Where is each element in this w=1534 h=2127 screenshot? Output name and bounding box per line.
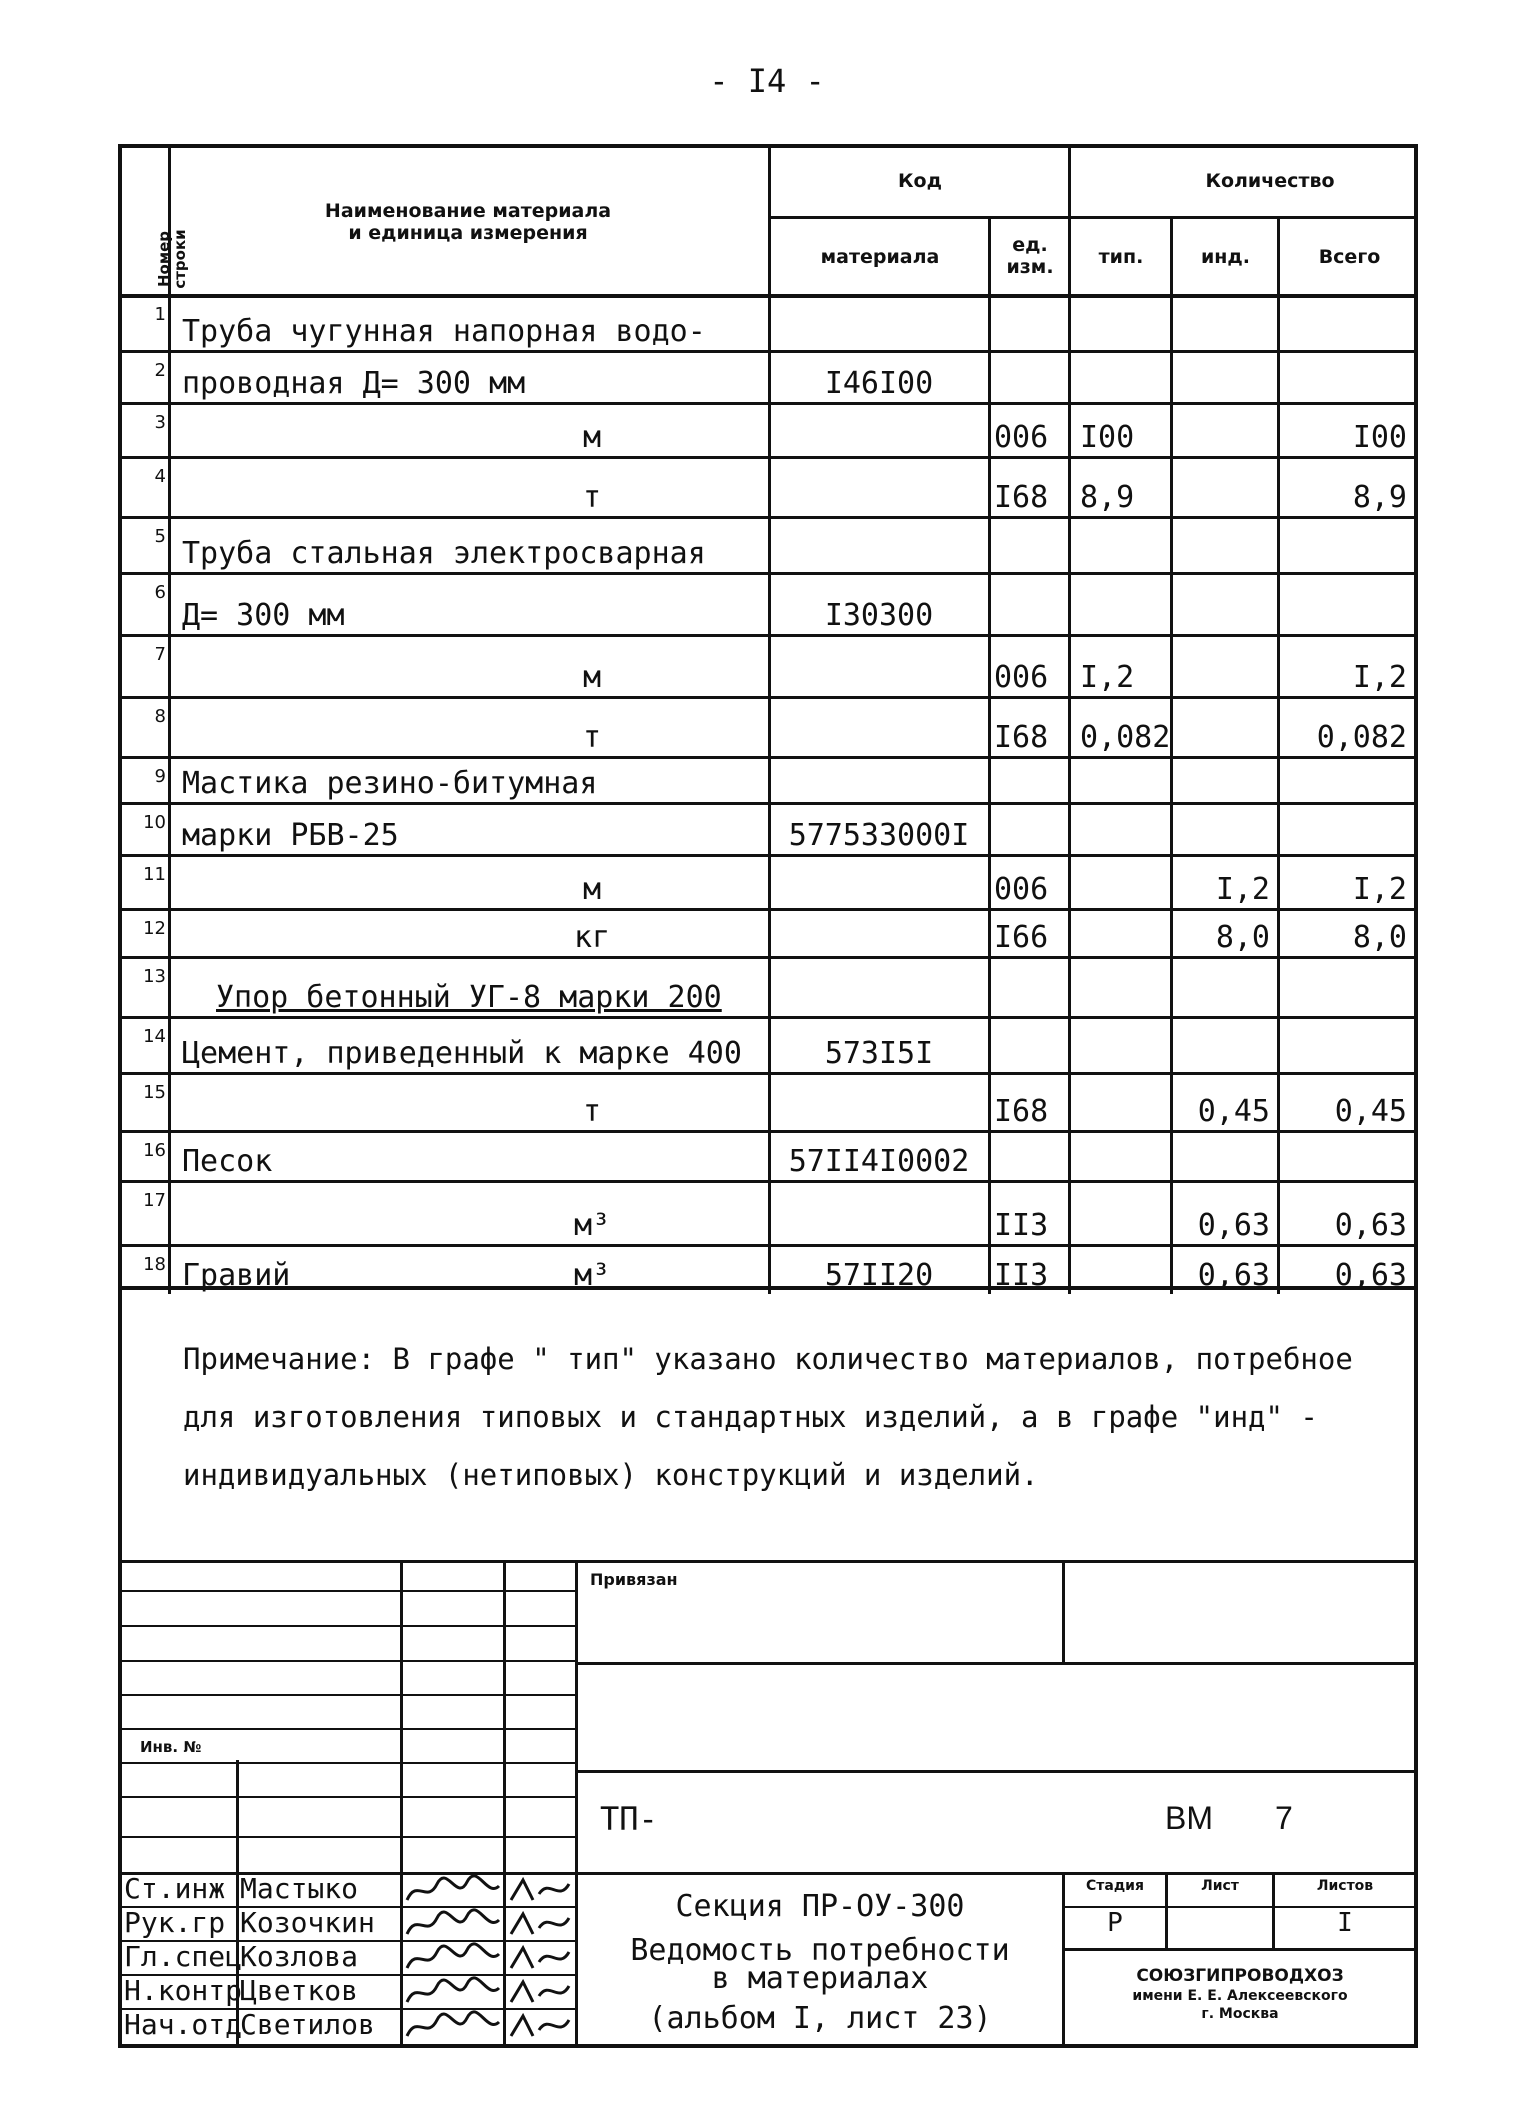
row-number: 1: [154, 304, 166, 325]
table-row: [122, 294, 1418, 350]
stage-value: Р: [1107, 1908, 1123, 1938]
privyazan-label: Привязан: [590, 1570, 678, 1589]
table-row: [122, 572, 1418, 634]
table-row: [122, 456, 1418, 516]
tb-line: [1062, 1948, 1418, 1951]
header-row-number: Номер строки: [155, 229, 189, 289]
material-name: Гравий: [182, 1258, 291, 1293]
material-code: I30300: [824, 598, 934, 633]
unit-code: I68: [994, 720, 1049, 755]
materials-table: [118, 144, 1418, 1293]
table-row: [122, 1016, 1418, 1072]
tb-line: [118, 1796, 575, 1798]
page-number: - I4 -: [709, 62, 825, 100]
tb-line: [118, 1660, 575, 1662]
table-row: [122, 802, 1418, 854]
header-code-unit: ед. изм.: [1006, 234, 1054, 278]
material-name: марки РБВ-25: [182, 818, 399, 853]
row-number: 8: [154, 706, 166, 727]
table-row: [122, 908, 1418, 956]
row-number: 2: [154, 360, 166, 381]
tb-line: [1062, 1560, 1065, 1662]
unit-code: II3: [994, 1258, 1049, 1293]
header-code-material: материала: [820, 246, 940, 268]
table-row: [122, 756, 1418, 802]
title-line-4: (альбом I, лист 23): [648, 2001, 992, 2036]
signer-name: Козочкин: [240, 1906, 375, 1939]
sheet-mark-number: 7: [1275, 1800, 1293, 1836]
frame-right: [1414, 1286, 1418, 1566]
row-number: 15: [143, 1082, 166, 1103]
row-number: 13: [143, 966, 166, 987]
tb-line: [575, 1872, 1418, 1875]
qty-total: 8,0: [1352, 920, 1407, 955]
table-row: [122, 516, 1418, 572]
unit-name: м: [582, 420, 602, 455]
unit-name: т: [582, 720, 602, 755]
sheet-label: Лист: [1201, 1878, 1239, 1894]
qty-ind: 8,0: [1215, 920, 1270, 955]
row-number: 11: [143, 864, 166, 885]
unit-name: м³: [573, 1208, 611, 1243]
qty-typ: 0,082: [1080, 720, 1171, 755]
sheets-value: I: [1337, 1908, 1353, 1938]
signer-role: Гл.спец: [124, 1940, 243, 1973]
qty-ind: I,2: [1215, 872, 1270, 907]
tb-line: [118, 1762, 575, 1764]
title-line-1: Секция ПР-ОУ-300: [675, 1889, 965, 1924]
row-number: 4: [154, 466, 166, 487]
table-row: [122, 956, 1418, 1016]
organization-city: г. Москва: [1201, 2006, 1279, 2022]
row-number: 3: [154, 412, 166, 433]
tb-line: [118, 1590, 575, 1592]
signer-role: Н.контр: [124, 1974, 243, 2007]
signature-scribble: [403, 1874, 573, 1908]
organization-name: СОЮЗГИПРОВОДХОЗ: [1136, 1966, 1344, 1986]
signer-role: Нач.отд: [124, 2008, 243, 2041]
signer-role: Ст.инж: [124, 1872, 226, 1905]
unit-code: II3: [994, 1208, 1049, 1243]
table-row: [122, 1244, 1418, 1294]
material-name: Труба стальная электросварная: [182, 536, 706, 571]
signature-scribble: [403, 1976, 573, 2010]
qty-total: I,2: [1352, 660, 1407, 695]
inventory-number-label: Инв. №: [140, 1738, 202, 1756]
table-row: [122, 1130, 1418, 1180]
qty-typ: I,2: [1080, 660, 1135, 695]
organization-subtitle: имени Е. Е. Алексеевского: [1132, 1988, 1348, 2004]
row-number: 10: [143, 812, 166, 833]
qty-ind: 0,63: [1197, 1258, 1270, 1293]
qty-total: 0,63: [1334, 1208, 1407, 1243]
qty-total: 0,082: [1316, 720, 1407, 755]
header-qty-ind: инд.: [1200, 246, 1250, 268]
sheet-mark: ВМ: [1165, 1800, 1213, 1836]
header-name: Наименование материала и единица измерения: [324, 200, 612, 244]
signature-scribble: [403, 1942, 573, 1976]
row-number: 18: [143, 1254, 166, 1275]
table-row: [122, 634, 1418, 696]
material-code: 573I5I: [824, 1036, 934, 1071]
qty-total: 8,9: [1352, 480, 1407, 515]
unit-name: т: [582, 1094, 602, 1129]
document-code: ТП-: [600, 1800, 658, 1838]
table-row: [122, 1180, 1418, 1244]
frame-left: [118, 1286, 122, 1566]
unit-code: 006: [994, 872, 1049, 907]
row-number: 7: [154, 644, 166, 665]
material-name: Д= 300 мм: [182, 598, 345, 633]
signature-scribble: [403, 2010, 573, 2044]
row-number: 17: [143, 1190, 166, 1211]
header-qty-total: Всего: [1318, 246, 1381, 268]
signer-name: Мастыко: [240, 1872, 359, 1905]
unit-name: м: [582, 872, 602, 907]
qty-total: I00: [1352, 420, 1407, 455]
header-code: Код: [898, 170, 942, 192]
material-code: 57II4I0002: [788, 1144, 970, 1179]
unit-code: 006: [994, 660, 1049, 695]
title-line-2: Ведомость потребности: [630, 1933, 1010, 1968]
row-number: 12: [143, 918, 166, 939]
material-code: 577533000I: [788, 818, 970, 853]
material-name: Мастика резино-битумная: [182, 766, 598, 801]
row-number: 6: [154, 582, 166, 603]
header-quantity: Количество: [1205, 170, 1335, 192]
row-number: 16: [143, 1140, 166, 1161]
material-name: проводная Д= 300 мм: [182, 366, 526, 401]
table-row: [122, 854, 1418, 908]
tb-line: [575, 1662, 1418, 1665]
material-name: Песок: [182, 1144, 273, 1179]
material-name: Упор бетонный УГ-8 марки 200: [216, 980, 722, 1015]
header-qty-typ: тип.: [1098, 246, 1144, 268]
tb-line: [118, 1728, 575, 1730]
tb-line: [575, 1770, 1418, 1773]
signer-name: Цветков: [240, 1974, 359, 2007]
table-row: [122, 1072, 1418, 1130]
qty-ind: 0,45: [1197, 1094, 1270, 1129]
qty-total: I,2: [1352, 872, 1407, 907]
signature-scribble: [403, 1908, 573, 1942]
row-number: 14: [143, 1026, 166, 1047]
row-number: 5: [154, 526, 166, 547]
tb-line: [118, 1625, 575, 1627]
qty-total: 0,45: [1334, 1094, 1407, 1129]
unit-name: м³: [573, 1258, 611, 1293]
stage-label: Стадия: [1086, 1878, 1144, 1894]
title-line-3: в материалах: [711, 1961, 929, 1996]
sheets-label: Листов: [1316, 1878, 1374, 1894]
row-number: 9: [154, 766, 166, 787]
table-row: [122, 696, 1418, 756]
qty-total: 0,63: [1334, 1258, 1407, 1293]
title-block-top: [118, 1560, 1418, 1563]
table-row: [122, 350, 1418, 402]
qty-ind: 0,63: [1197, 1208, 1270, 1243]
header-divider: [768, 216, 1418, 219]
signer-role: Рук.гр: [124, 1906, 226, 1939]
material-code: 57II20: [824, 1258, 934, 1293]
unit-code: I68: [994, 480, 1049, 515]
signer-name: Козлова: [240, 1940, 359, 1973]
qty-typ: I00: [1080, 420, 1135, 455]
signer-name: Светилов: [240, 2008, 375, 2041]
unit-code: 006: [994, 420, 1049, 455]
tb-line: [118, 1836, 575, 1838]
material-name: Цемент, приведенный к марке 400: [182, 1036, 742, 1071]
unit-code: I68: [994, 1094, 1049, 1129]
table-row: [122, 402, 1418, 456]
material-name: Труба чугунная напорная водо-: [182, 314, 706, 349]
material-code: I46I00: [824, 366, 934, 401]
unit-code: I66: [994, 920, 1049, 955]
tb-line: [118, 1694, 575, 1696]
unit-name: т: [582, 480, 602, 515]
qty-typ: 8,9: [1080, 480, 1135, 515]
unit-name: м: [582, 660, 602, 695]
note-text: Примечание: В графе " тип" указано количество материалов, потребное для изготовления типовых и стандартных изделий, а в графе "инд" - индивидуальных (нетиповых) конструкций и изделий.: [183, 1342, 1353, 1492]
unit-name: кг: [573, 920, 611, 955]
